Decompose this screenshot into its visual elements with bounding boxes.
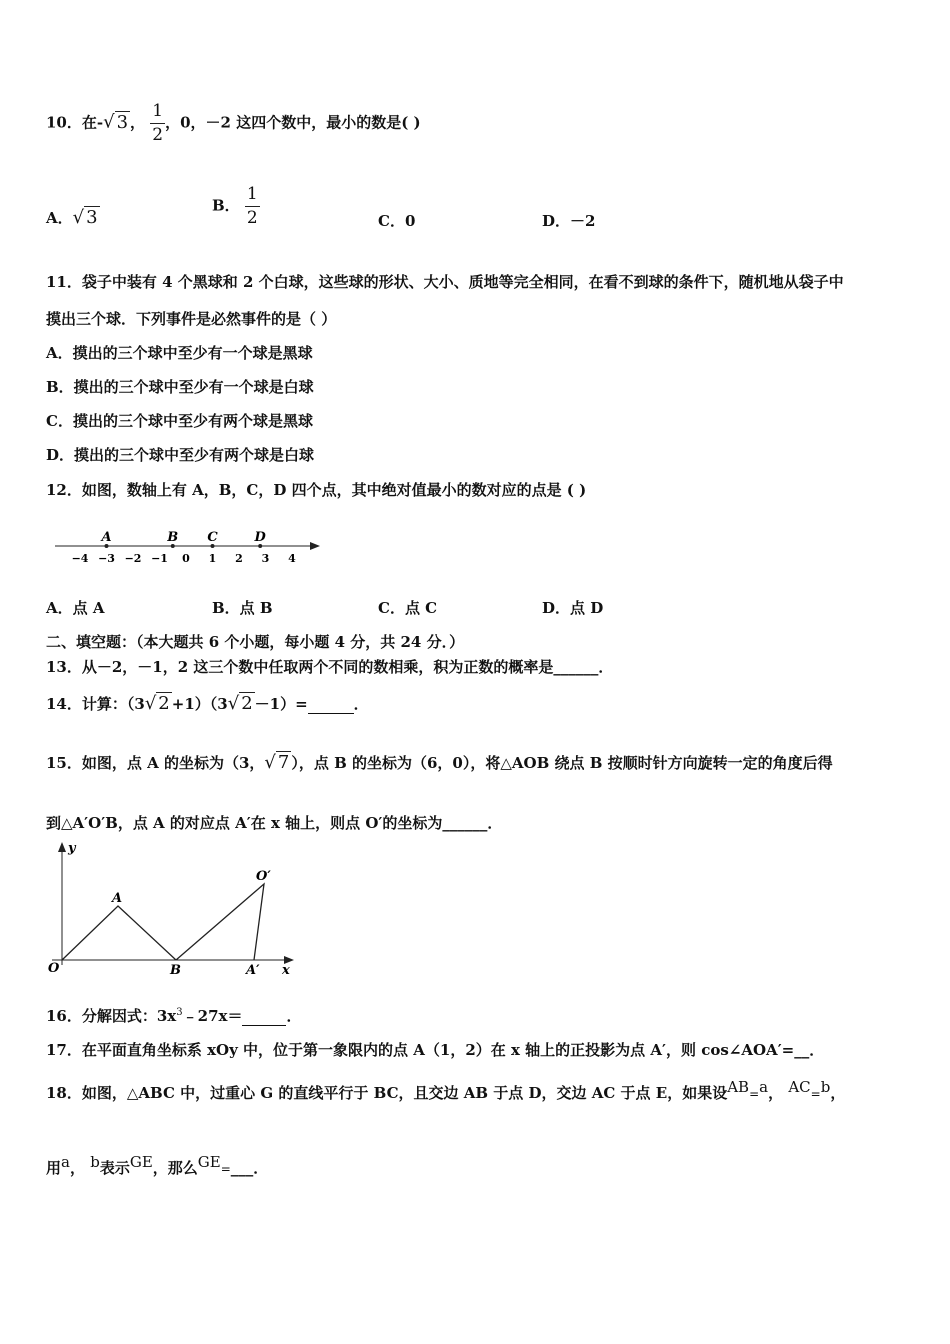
q11-stem-line2: 摸出三个球．下列事件是必然事件的是（ ） <box>46 310 337 328</box>
number-line-arrow <box>310 542 320 550</box>
label-y: y <box>68 841 76 856</box>
number-line-tick-label: 1 <box>208 552 217 565</box>
number-line-tick-label: 3 <box>261 552 270 565</box>
answer-blank[interactable] <box>308 695 354 714</box>
q15-stem-line2: 到△A′O′B，点 A 的对应点 A′在 x 轴上，则点 O′的坐标为______． <box>46 814 503 832</box>
number-line-tick-label: −3 <box>98 552 115 565</box>
triangle-a-prime-o-prime-b <box>176 884 264 960</box>
q14-stem: 14．计算：（3√ 2 +1）（3√ 2 －1）= ． <box>46 693 369 714</box>
q10-stem: 10．在-√ 3 ， $\frac{1}{2}$ ，0，－2 这四个数中，最小的数是( ) <box>46 101 421 145</box>
q11-option-b[interactable]: B．摸出的三个球中至少有一个球是白球 <box>46 378 314 396</box>
q12-option-c[interactable]: C．点 C <box>378 599 438 617</box>
fraction-one-half: $\frac{1}{2}$ <box>246 184 258 228</box>
rotation-figure <box>42 840 302 980</box>
q11-option-d[interactable]: D．摸出的三个球中至少有两个球是白球 <box>46 446 315 464</box>
q12-option-d[interactable]: D．点 D <box>542 599 604 617</box>
q11-option-c[interactable]: C．摸出的三个球中至少有两个球是黑球 <box>46 412 313 430</box>
q12-option-a[interactable]: A．点 A <box>46 599 105 617</box>
number-line-tick-label: −1 <box>151 552 168 565</box>
label-a: A <box>112 891 123 906</box>
fraction-one-half: $\frac{1}{2}$ <box>152 101 164 145</box>
q11-option-a[interactable]: A．摸出的三个球中至少有一个球是黑球 <box>46 344 313 362</box>
number-line-point-label: A <box>101 530 112 545</box>
label-x: x <box>282 963 290 978</box>
y-axis-arrow <box>58 842 66 852</box>
q16-stem: 16．分解因式：$3x^3﹣27x=$ ． <box>46 1007 302 1025</box>
q10-option-c[interactable]: C．0 <box>378 212 416 230</box>
q10-option-d[interactable]: D．－2 <box>542 212 596 230</box>
q18-stem-line2: 用a， b表示GE，那么GE=___． <box>46 1153 269 1177</box>
number-line-tick-label: −4 <box>71 552 89 565</box>
label-a-prime: A′ <box>246 963 260 978</box>
q10-option-a[interactable]: A．√ 3 <box>46 207 98 228</box>
number-line-tick-label: 4 <box>288 552 296 565</box>
label-o-prime: O′ <box>256 869 271 884</box>
answer-blank[interactable] <box>242 1007 286 1026</box>
q12-option-b[interactable]: B．点 B <box>212 599 273 617</box>
number-line-point-label: C <box>207 530 218 545</box>
q17-stem: 17．在平面直角坐标系 xOy 中，位于第一象限内的点 A（1，2）在 x 轴上的正投影为点 A′，则 cos∠AOA′=__． <box>46 1041 825 1059</box>
section-heading: 二、填空题：（本大题共 6 个小题，每小题 4 分，共 24 分．） <box>46 633 465 651</box>
label-b: B <box>170 963 181 978</box>
sqrt-three: √ 3 <box>103 111 129 133</box>
q13-stem: 13．从－2，－1，2 这三个数中任取两个不同的数相乘，积为正数的概率是______． <box>46 658 614 676</box>
q18-stem-line1: 18．如图，△ABC 中，过重心 G 的直线平行于 BC，且交边 AB 于点 D，交边 AC 于点 E，如果设AB=a， AC=b， <box>46 1078 846 1102</box>
q10-option-b[interactable]: B． $\frac{1}{2}$ <box>212 184 258 228</box>
q11-stem-line1: 11．袋子中装有 4 个黑球和 2 个白球，这些球的形状、大小、质地等完全相同，在看不到球的条件下，随机地从袋子中 <box>46 273 844 291</box>
number-line-figure <box>50 528 340 573</box>
number-line-point-label: D <box>254 530 266 545</box>
label-o: O <box>48 961 60 976</box>
number-line-tick-label: 2 <box>235 552 243 565</box>
number-line-tick-label: −2 <box>124 552 142 565</box>
triangle-aob <box>62 906 176 960</box>
number-line-point-label: B <box>167 530 179 545</box>
q12-stem: 12．如图，数轴上有 A，B，C，D 四个点，其中绝对值最小的数对应的点是 ( ) <box>46 481 587 499</box>
number-line-tick-label: 0 <box>182 552 190 565</box>
q15-stem-line1: 15．如图，点 A 的坐标为（3，√ 7 ），点 B 的坐标为（6，0），将△AOB 绕点 B 按顺时针方向旋转一定的角度后得 <box>46 752 833 773</box>
q10-number: 10．在- <box>46 113 104 132</box>
